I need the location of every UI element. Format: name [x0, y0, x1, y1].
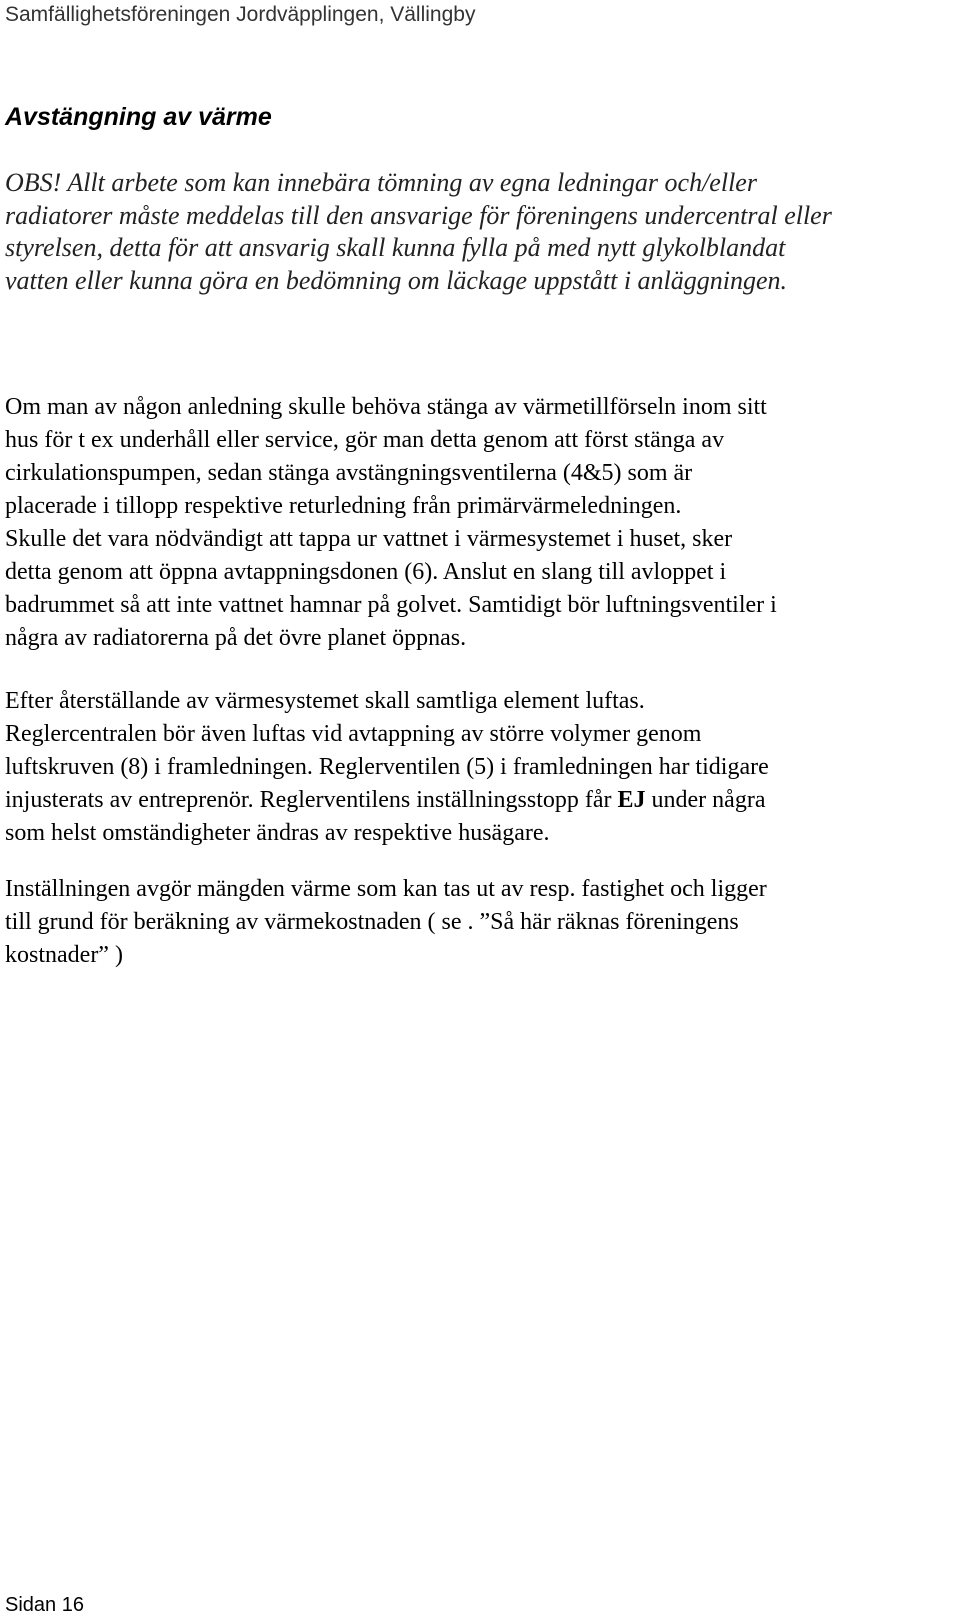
paragraph-line: luftskruven (8) i framledningen. Reglerventilen (5) i framledningen har tidigare [5, 754, 769, 780]
obs-line: styrelsen, detta för att ansvarig skall kunna fylla på med nytt glykolblandat [5, 233, 786, 262]
emphasis-text: EJ [617, 787, 646, 813]
paragraph-setting [5, 873, 767, 972]
paragraph-line: placerade i tillopp respektive returledning från primärvärmeledningen. [5, 493, 682, 519]
obs-note [5, 167, 832, 297]
obs-line: vatten eller kunna göra en bedömning om läckage uppstått i anläggningen. [5, 265, 788, 295]
paragraph-line: cirkulationspumpen, sedan stänga avstängningsventilerna (4&5) som är [5, 460, 693, 486]
paragraph-line: Inställningen avgör mängden värme som kan tas ut av resp. fastighet och ligger [5, 876, 767, 902]
paragraph-shutoff [5, 391, 777, 655]
obs-line: radiatorer måste meddelas till den ansvarige för föreningens undercentral eller [5, 200, 832, 230]
paragraph-line: Efter återställande av värmesystemet skall samtliga element luftas. [5, 688, 645, 714]
paragraph-line: kostnader” ) [5, 942, 123, 968]
paragraph-line: Om man av någon anledning skulle behöva stänga av värmetillförseln inom sitt [5, 394, 767, 420]
paragraph-line: Reglercentralen bör även luftas vid avtappning av större volymer genom [5, 721, 702, 747]
document-header: Samfällighetsföreningen Jordväpplingen, Vällingby [5, 3, 476, 26]
paragraph-line: några av radiatorerna på det övre planet öppnas. [5, 625, 467, 651]
page-number: Sidan 16 [5, 1594, 84, 1616]
paragraph-line: Skulle det vara nödvändigt att tappa ur vattnet i värmesystemet i huset, sker [5, 526, 733, 552]
obs-line: OBS! Allt arbete som kan innebära tömning av egna ledningar och/eller [5, 168, 757, 197]
paragraph-line: som helst omständigheter ändras av respektive husägare. [5, 820, 550, 846]
paragraph-line: badrummet så att inte vattnet hamnar på golvet. Samtidigt bör luftningsventiler i [5, 592, 777, 618]
paragraph-line: detta genom att öppna avtappningsdonen (6). Anslut en slang till avloppet i [5, 559, 727, 585]
paragraph-restore [5, 685, 769, 850]
section-heading: Avstängning av värme [5, 103, 272, 131]
paragraph-line: till grund för beräkning av värmekostnaden ( se . ”Så här räknas föreningens [5, 909, 739, 935]
paragraph-line: hus för t ex underhåll eller service, gör man detta genom att först stänga av [5, 427, 725, 453]
paragraph-text: injusterats av entreprenör. Reglerventilens inställningsstopp får [5, 787, 618, 813]
paragraph-line-mixed [5, 784, 769, 817]
paragraph-text: under några [645, 787, 766, 813]
